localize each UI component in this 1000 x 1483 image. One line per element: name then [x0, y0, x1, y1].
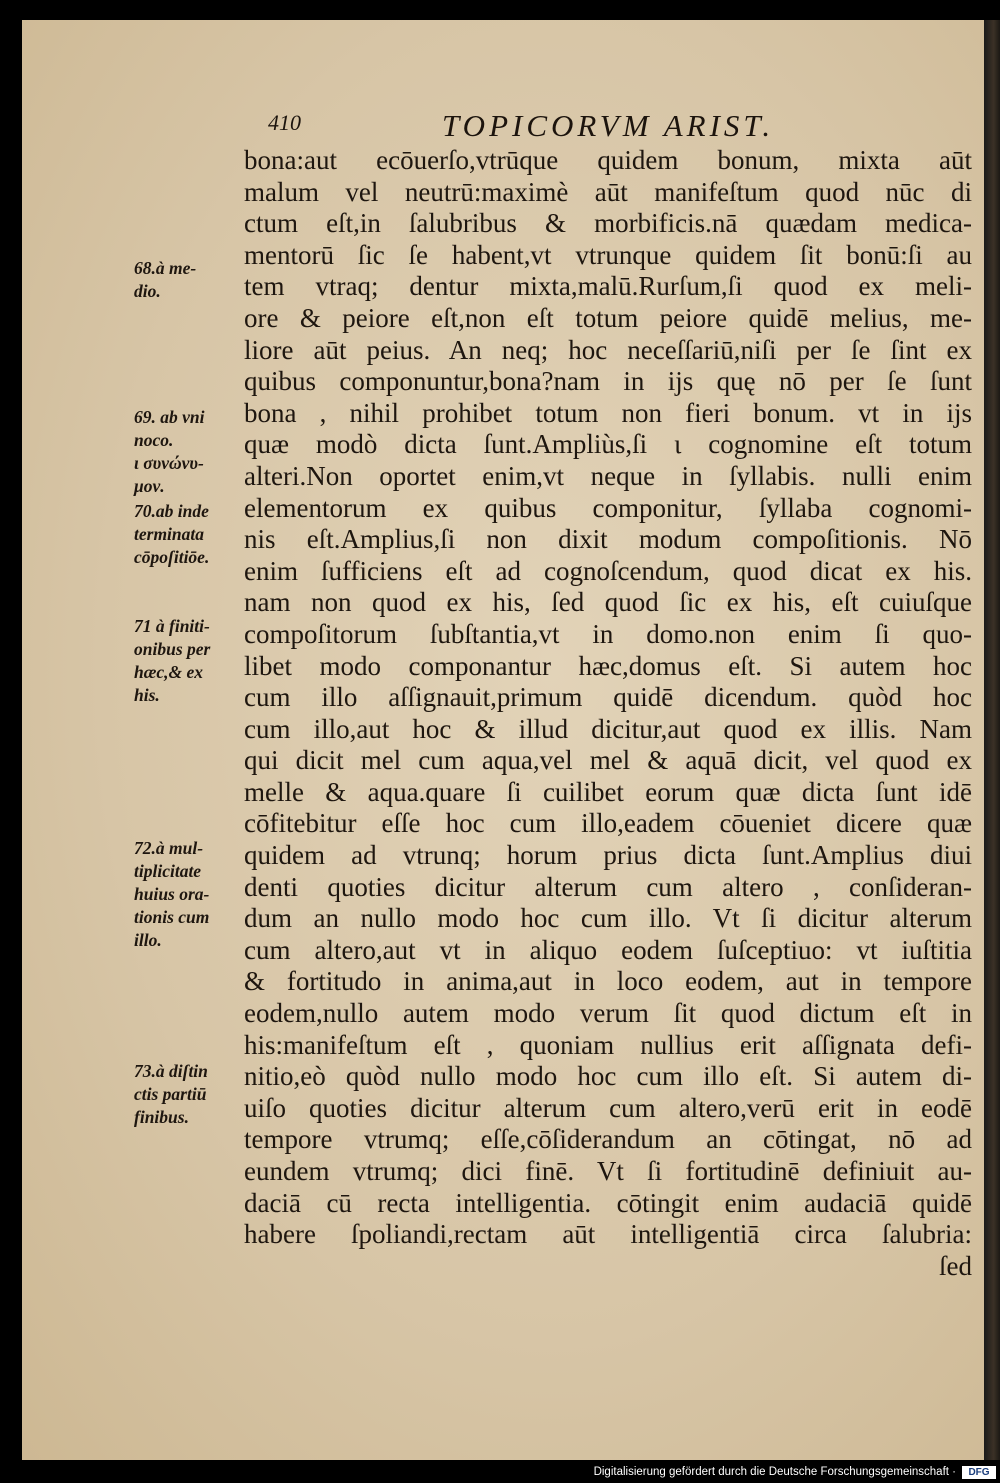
dfg-logo: DFG: [962, 1466, 996, 1479]
text-line: nis eſt.Amplius,ſi non dixit modum compoſitionis. Nō: [244, 524, 972, 555]
text-line: habere ſpoliandi,rectam aūt intelligentiā circa ſalubria:: [244, 1219, 972, 1250]
text-line: tempore vtrumq; eſſe,cōſiderandum an cōtingat, nō ad: [244, 1124, 972, 1155]
margin-note-line: finibus.: [134, 1107, 189, 1127]
margin-note-line: tiplicitate: [134, 861, 202, 881]
digitization-footer: [593, 1463, 1000, 1483]
text-line: compoſitorum ſubſtantia,vt in domo.non enim ſi quo-: [244, 618, 972, 649]
margin-note-line: ctis partiū: [134, 1084, 207, 1104]
text-line: alteri.Non oportet enim,vt neque in ſyllabis. nulli enim: [244, 460, 972, 491]
book-page: [22, 20, 984, 1460]
text-line: dum an nullo modo hoc cum illo. Vt ſi dicitur alterum: [244, 903, 972, 934]
running-title: TOPICORVM ARIST.: [442, 108, 775, 143]
text-line: qui dicit mel cum aqua,vel mel & aquā dicit, vel quod ex: [244, 745, 972, 776]
page-header: [22, 108, 984, 148]
text-line: liore aūt peius. An neq; hoc neceſſariū,niſi per ſe ſint ex: [244, 334, 972, 365]
margin-note-line: 72.à mul-: [134, 838, 204, 858]
margin-note-line: 71 à finiti-: [134, 616, 210, 636]
text-line: quibus componuntur,bona?nam in ijs quę nō per ſe ſunt: [244, 366, 972, 397]
text-line: cōfitebitur eſſe hoc cum illo,eadem cōueniet dicere quæ: [244, 808, 972, 839]
page-number: 410: [268, 110, 301, 135]
margin-note-line: 73.à diſtin: [134, 1061, 208, 1081]
text-line: bona , nihil prohibet totum non fieri bonum. vt in ijs: [244, 397, 972, 428]
text-line: elementorum ex quibus componitur, ſyllaba cognomi-: [244, 492, 972, 523]
text-line: cum altero,aut vt in aliquo eodem ſuſceptiuo: vt iuſtitia: [244, 934, 972, 965]
text-line: mentorū ſic ſe habent,vt vtrunque quidem ſit bonū:ſi au: [244, 239, 972, 270]
text-line: bona:aut ecōuerſo,vtrūque quidem bonum, mixta aūt: [244, 145, 972, 175]
text-line: nitio,eò quòd nullo modo hoc cum illo eſt. Si autem di-: [244, 1061, 972, 1092]
margin-note-line: tionis cum: [134, 907, 210, 927]
main-text-block: [244, 145, 972, 1282]
footer-credit: Digitalisierung gefördert durch die Deutsche Forschungsgemeinschaft ·: [593, 1466, 956, 1478]
margin-note-line: 70.ab inde: [134, 501, 209, 521]
margin-note-line: dio.: [134, 281, 161, 301]
text-line: ore & peiore eſt,non eſt totum peiore quidē melius, me-: [244, 302, 972, 333]
text-line: tem vtraq; dentur mixta,malū.Rurſum,ſi quod ex meli-: [244, 271, 972, 302]
margin-note-line: his.: [134, 685, 160, 705]
page-fore-edge: [984, 20, 1000, 1460]
margin-note-line: hæc,& ex: [134, 662, 204, 682]
margin-note-line: ι συνώνυ-: [134, 453, 204, 473]
text-line: denti quoties dicitur alterum cum altero , conſideran-: [244, 871, 972, 902]
margin-note-line: cōpoſitiōe.: [134, 547, 210, 567]
text-line: eodem,nullo autem modo verum ſit quod dictum eſt in: [244, 998, 972, 1029]
margin-note-line: 68.à me-: [134, 258, 197, 278]
catchword: ſed: [939, 1250, 972, 1281]
text-line: uiſo quoties dicitur alterum cum altero,verū erit in eodē: [244, 1092, 972, 1123]
text-line: cum illo aſſignauit,primum quidē dicendum. quòd hoc: [244, 682, 972, 713]
text-line: ctum eſt,in ſalubribus & morbificis.nā quædam medica-: [244, 208, 972, 239]
margin-note-line: huius ora-: [134, 884, 210, 904]
text-line: enim ſufficiens eſt ad cognoſcendum, quod dicat ex his.: [244, 555, 972, 586]
margin-note-line: onibus per: [134, 639, 211, 659]
margin-note-line: noco.: [134, 430, 174, 450]
text-line: his:manifeſtum eſt , quoniam nullius erit aſſignata defi-: [244, 1029, 972, 1060]
text-line: nam non quod ex his, ſed quod ſic ex his, eſt cuiuſque: [244, 587, 972, 618]
text-line: quidem ad vtrunq; horum prius dicta ſunt.Amplius diui: [244, 840, 972, 871]
margin-note-line: terminata: [134, 524, 205, 544]
text-line: cum illo,aut hoc & illud dicitur,aut quod ex illis. Nam: [244, 713, 972, 744]
text-line: libet modo componantur hæc,domus eſt. Si autem hoc: [244, 650, 972, 681]
margin-note-line: μον.: [134, 476, 165, 496]
margin-note-line: illo.: [134, 930, 162, 950]
text-line: eundem vtrumq; dici finē. Vt ſi fortitudinē definiuit au-: [244, 1156, 972, 1186]
text-line: malum vel neutrū:maximè aūt manifeſtum quod nūc di: [244, 176, 972, 207]
text-line: daciā cū recta intelligentia. cōtingit enim audaciā quidē: [244, 1187, 972, 1218]
text-line: melle & aqua.quare ſi cuilibet eorum quæ dicta ſunt idē: [244, 776, 972, 807]
text-line: quæ modò dicta ſunt.Ampliùs,ſi ι cognomine eſt totum: [244, 429, 972, 460]
text-line: & fortitudo in anima,aut in loco eodem, aut in tempore: [244, 966, 972, 997]
margin-note-line: 69. ab vni: [134, 407, 205, 427]
